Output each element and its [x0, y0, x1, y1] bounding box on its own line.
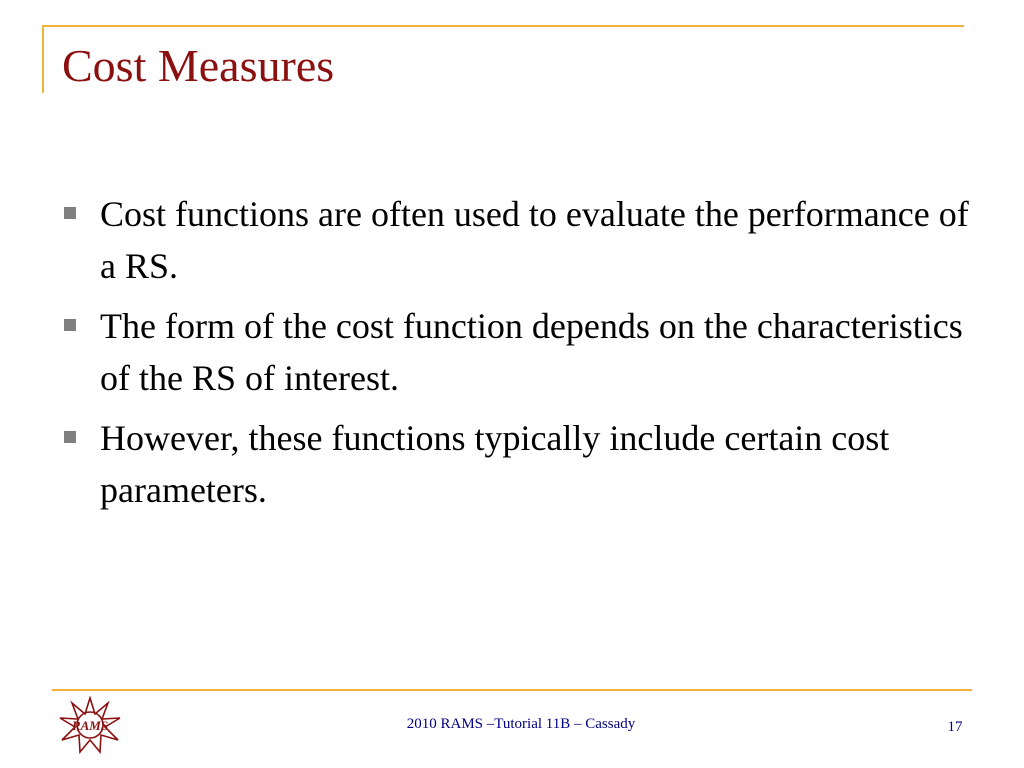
bullet-text: The form of the cost function depends on the characteristics of the RS of interest. — [100, 306, 963, 398]
footer-rule — [52, 689, 972, 691]
title-top-rule — [42, 25, 964, 27]
page-number: 17 — [947, 719, 963, 735]
bullet-text: Cost functions are often used to evaluate the performance of a RS. — [100, 194, 969, 286]
title-left-rule — [42, 25, 44, 93]
bullet-list — [62, 188, 982, 524]
bullet-item — [62, 300, 982, 404]
svg-text:RAMS: RAMS — [71, 718, 109, 733]
square-bullet-icon — [64, 207, 76, 219]
bullet-item — [62, 412, 982, 516]
square-bullet-icon — [64, 431, 76, 443]
bullet-item — [62, 188, 982, 292]
footer-text: 2010 RAMS –Tutorial 11B – Cassady — [406, 716, 636, 732]
slide-title: Cost Measures — [62, 40, 335, 91]
square-bullet-icon — [64, 319, 76, 331]
bullet-text: However, these functions typically include certain cost parameters. — [100, 418, 890, 510]
